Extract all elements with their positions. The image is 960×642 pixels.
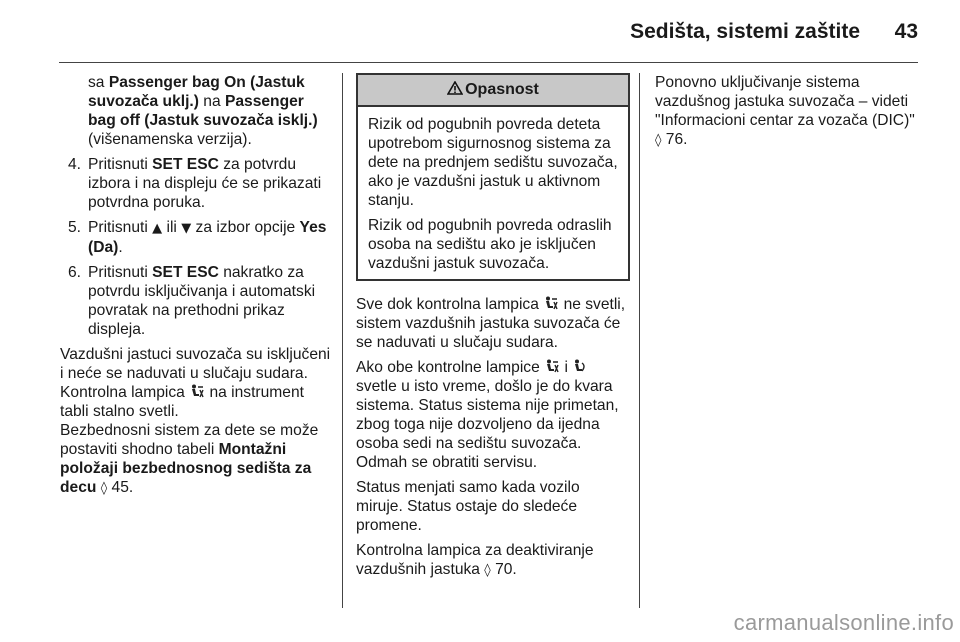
airbag-off-lamp-icon [545,359,559,374]
paragraph-reactivation: Ponovno uključivanje sistema vazdušnog jastuka suvozača – videti "Informacioni centar za vozača (DIC)" ◊ 76. [655,74,915,148]
menu-option-on: Passenger bag On (Jastuk suvozača uklj.) [88,74,305,110]
step-continuation: sa Passenger bag On (Jastuk suvozača uklj.) na Passenger bag off (Jastuk suvozača isklj.) (višenamenska verzija). [88,74,318,148]
paragraph-deactivation-lamp: Kontrolna lampica za deaktiviranje vazdušnih jastuka ◊ 70. [356,542,594,578]
watermark: carmanualsonline.info [733,610,954,635]
child-seat-table-link[interactable]: Montažni položaji bezbednosnog sedišta za decu [60,441,312,496]
step-6: 6. Pritisnuti SET ESC nakratko za potvrdu isključivanja i automatski povratak na prethodni prikaz displeja. [68,264,316,338]
airbag-on-lamp-icon [573,359,587,374]
page-number: 43 [894,20,918,43]
warning-text-1: Rizik od pogubnih povreda deteta upotrebom sigurnosnog sistema za dete na prednjem sedištu suvozača, ako je vazdušni jastuk u aktivnom stanju. [368,116,618,209]
step-4: 4. Pritisnuti SET ESC za potvrdu izbora i na displeju će se prikazati potvrdna poruka. [68,156,322,211]
paragraph-lamp-not-lit: Sve dok kontrolna lampica ne svetli, sistem vazdušnih jastuka suvozača će se naduvati u slučaju sudara. [356,296,626,351]
paragraph-child-seat: Bezbednosni sistem za dete se može postaviti shodno tabeli Montažni položaji bezbednosnog sedišta za decu ◊ 45. [60,422,319,496]
down-arrow-icon: ▼ [181,221,192,236]
warning-box [356,73,630,281]
option-yes: Yes (Da) [88,219,327,256]
column-divider-1 [342,73,343,608]
set-esc-label: SET ESC [152,264,219,281]
warning-header: Opasnost [358,75,628,107]
airbag-off-lamp-icon [190,384,204,399]
header-divider [59,62,918,63]
step-number: 5. [68,219,82,236]
set-esc-label: SET ESC [152,156,219,173]
paragraph-both-lamps: Ako obe kontrolne lampice i svetle u isto vreme, došlo je do kvara sistema. Status sistema nije primetan, zbog toga nije dozvoljeno da ijedna osoba sedi na sedištu suvozača. Odmah se obratiti servisu. [356,359,619,471]
column-1 [60,73,334,504]
page-reference[interactable]: 70. [490,561,517,578]
column-divider-2 [639,73,640,608]
step-5: 5. Pritisnuti ▲ ili ▼ za izbor opcije Yes (Da). [68,219,327,256]
up-arrow-icon: ▲ [152,221,163,236]
page-reference[interactable]: 45. [107,479,134,496]
reference-arrow-icon: ◊ [655,133,662,148]
paragraph-change-status: Status menjati samo kada vozilo miruje. Status ostaje do sledeće promene. [356,479,580,534]
reference-arrow-icon: ◊ [100,481,108,496]
column-2 [356,73,630,586]
airbag-off-lamp-icon [544,296,558,311]
page-reference[interactable]: 76. [661,131,688,148]
step-number: 6. [68,264,82,281]
column-3 [655,73,925,156]
warning-text-2: Rizik od pogubnih povreda odraslih osoba na sedištu ako je isključen vazdušni jastuk suvozača. [368,217,612,272]
paragraph-airbags-off: Vazdušni jastuci suvozača su isključeni i neće se naduvati u slučaju sudara. Kontrolna lampica na instrument tabli stalno svetli. [60,346,331,420]
page-header-title: Sedišta, sistemi zaštite [630,20,860,43]
warning-body [358,107,628,279]
menu-option-off: Passenger bag off (Jastuk suvozača isklj.) [88,93,318,129]
warning-icon [447,81,463,95]
step-number: 4. [68,156,82,173]
reference-arrow-icon: ◊ [484,563,491,578]
